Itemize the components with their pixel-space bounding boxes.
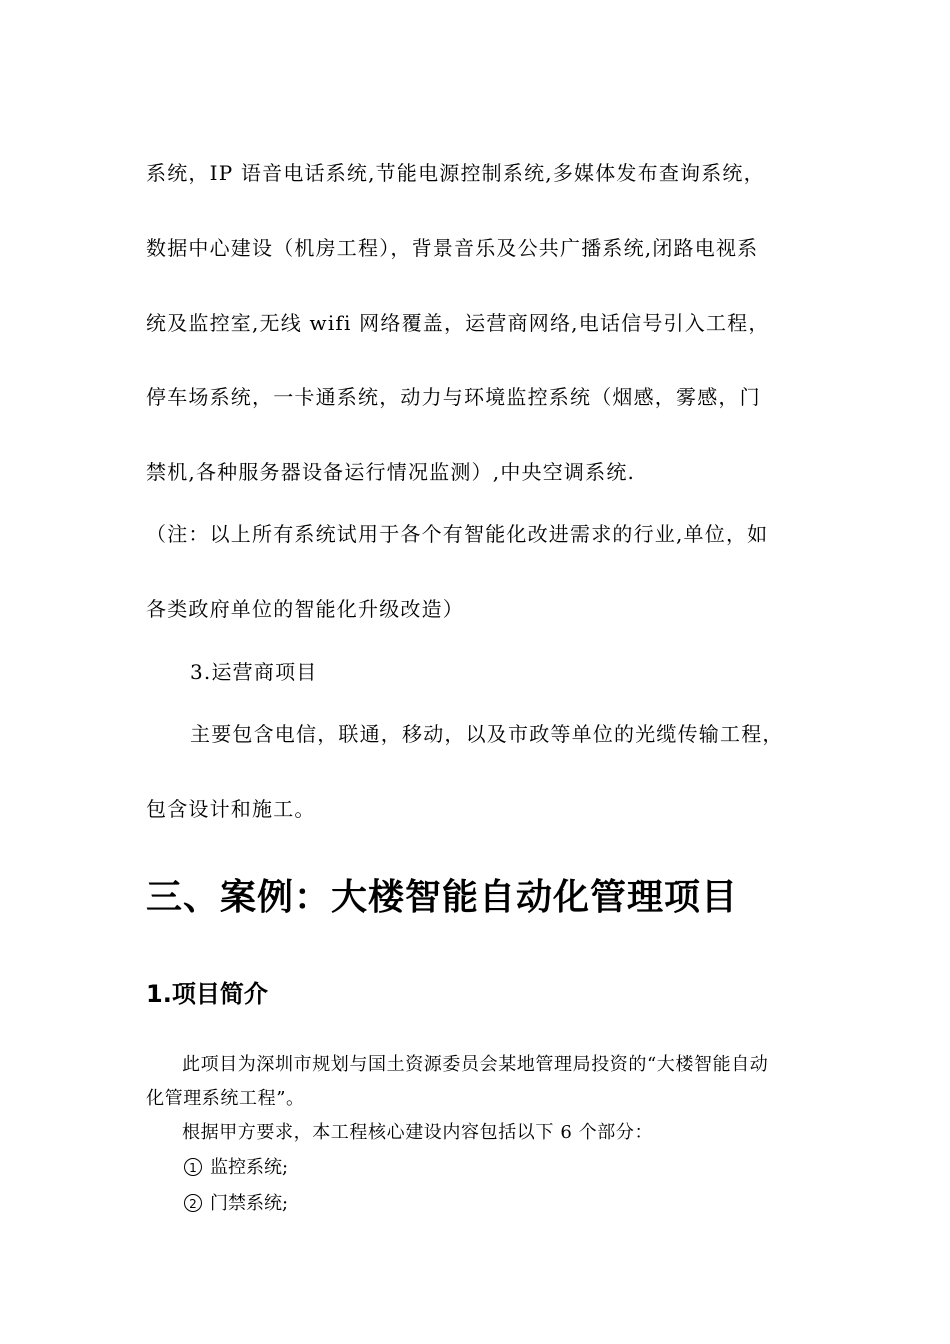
operator-line-1: 主要包含电信，联通，移动，以及市政等单位的光缆传输工程， bbox=[190, 722, 784, 746]
operator-line-2: 包含设计和施工。 bbox=[146, 797, 316, 821]
intro-line-1: 此项目为深圳市规划与国土资源委员会某地管理局投资的“大楼智能自动 bbox=[182, 1054, 769, 1075]
body-line-3: 统及监控室,无线 wifi 网络覆盖，运营商网络,电话信号引入工程， bbox=[146, 311, 770, 335]
body-line-5: 禁机,各种服务器设备运行情况监测）,中央空调系统. bbox=[146, 460, 636, 484]
list-item-label: 门禁系统; bbox=[210, 1193, 289, 1214]
list-item bbox=[184, 1157, 288, 1179]
list-item-label: 监控系统; bbox=[210, 1157, 289, 1178]
subsection-heading: 1.项目简介 bbox=[146, 980, 268, 1008]
note-line-2: 各类政府单位的智能化升级改造） bbox=[146, 597, 464, 621]
section-heading: 三、案例：大楼智能自动化管理项目 bbox=[146, 877, 739, 918]
body-line-1: 系统，IP 语音电话系统,节能电源控制系统,多媒体发布查询系统， bbox=[146, 161, 765, 185]
intro-line-3: 根据甲方要求，本工程核心建设内容包括以下 6 个部分： bbox=[182, 1122, 654, 1143]
circled-number-marker: 1 bbox=[184, 1158, 202, 1176]
body-line-2: 数据中心建设（机房工程），背景音乐及公共广播系统,闭路电视系 bbox=[146, 236, 759, 260]
body-line-4: 停车场系统，一卡通系统，动力与环境监控系统（烟感，雾感，门 bbox=[146, 385, 761, 409]
intro-line-2: 化管理系统工程”。 bbox=[146, 1088, 305, 1109]
note-line-1: （注：以上所有系统试用于各个有智能化改进需求的行业,单位，如 bbox=[146, 522, 769, 546]
operator-heading: 3.运营商项目 bbox=[190, 660, 318, 684]
list-item bbox=[184, 1193, 288, 1215]
circled-number-marker: 2 bbox=[184, 1194, 202, 1212]
